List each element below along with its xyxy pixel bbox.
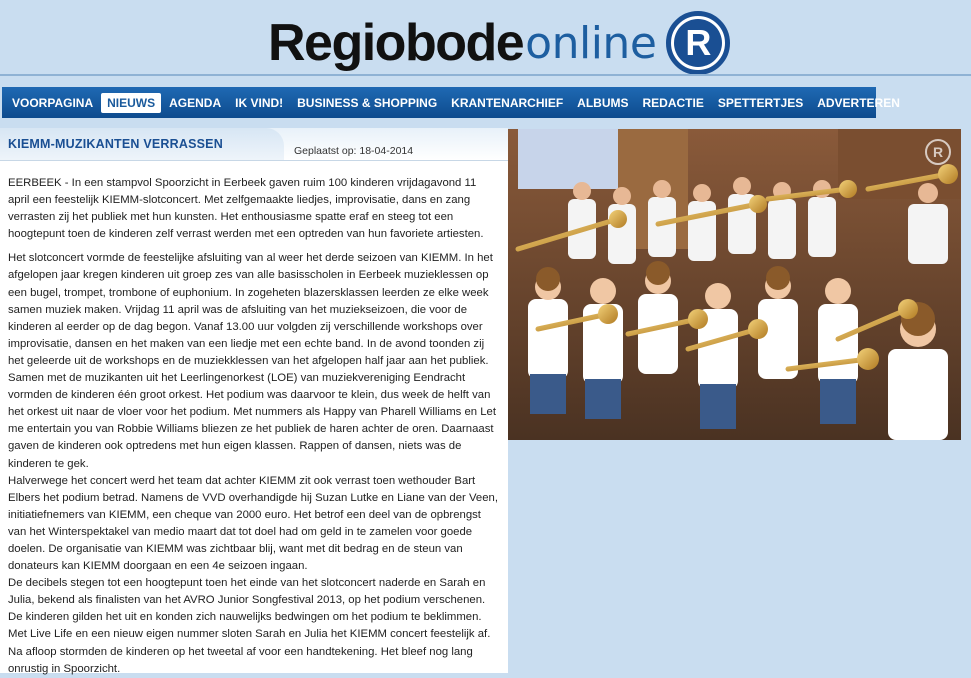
article-body [8, 175, 500, 678]
nav-item-redactie[interactable]: REDACTIE [642, 95, 704, 110]
article-paragraph: De decibels stegen tot een hoogtepunt toen het einde van het slotconcert naderde en Sarah en Julia, bekend als finalisten van het AVRO Junior Songfestival 2013, op het podium verschenen. De kinderen gilden het uit en konden zich nauwelijks bedwingen om het podium te beklimmen. Met Live Life en een nieuw eigen nummer sloten Sarah en Julia het KIEMM concert feestelijk af. Na afloop stormden de kinderen op het tweetal af voor een handtekening. Het bleef nog lang onrustig in Spoorzicht. [8, 577, 491, 675]
site-logo[interactable] [268, 8, 730, 78]
article-paragraph: Samen met de muzikanten uit het Leerlingenorkest (LOE) van muziekvereniging Eendracht vormden de kinderen één groot orkest. Het podium was daarvoor te klein, dus week de helft van het orkest uit naar de vloer voor het podium. Met nummers als Happy van Pharell Williams en Let me entertain you van Robbie Williams bliezen ze het publiek de haren achter de oren. Daarnaast gaven de kinderen ook optredens met hun eigen klassen. Rappen of dansen, niets was de kinderen te gek. [8, 372, 497, 470]
header-divider [0, 74, 971, 76]
article [0, 128, 508, 673]
article-title-bar [0, 128, 508, 161]
photo-watermark: R [932, 144, 944, 160]
main-nav [2, 87, 900, 118]
article-paragraph: EERBEEK - In een stampvol Spoorzicht in Eerbeek gaven ruim 100 kinderen vrijdagavond 11 april een feestelijk KIEMM-slotconcert. Met zelfgemaakte liedjes, improvisatie, dans en zang verrasten zij het publiek met hun kunsten. Het enthousiasme spatte eraf en steeg tot een hoogtepunt toen de kinderen zelf verrast werden met een optreden van hun favoriete artiesten. [8, 177, 484, 241]
orchestra-photo-illustration [508, 129, 961, 440]
nav-item-ik-vind[interactable]: IK VIND! [235, 95, 284, 110]
logo-text-bold: Regiobode [268, 14, 524, 72]
article-paragraph: Het slotconcert vormde de feestelijke afsluiting van al weer het derde seizoen van KIEMM. In het afgelopen jaar kregen kinderen uit groep zes van alle basisscholen in Eerbeek muzieklessen op een bugel, trompet, trombone of euphonium. In zogeheten blazersklassen leerden ze elke week samen muziek maken. Vrijdag 11 april was de afsluiting van het muziekseizoen, die voor de kinderen al eerder op de dag begon. Vanaf 13.00 uur volgden zij verschillende workshops over improvisatie, dansen en het maken van een liedje met een echte band. In de avond toonden zij het geleerde uit de workshops en de muziekklessen van het afgelopen half jaar aan het publiek. [8, 252, 493, 367]
nav-item-voorpagina[interactable]: VOORPAGINA [12, 95, 94, 110]
nav-item-spettertjes[interactable]: SPETTERTJES [717, 95, 804, 110]
logo-badge-icon [666, 11, 730, 75]
nav-item-nieuws[interactable]: NIEUWS [101, 93, 161, 113]
article-paragraph: Halverwege het concert werd het team dat achter KIEMM zit ook verrast toen wethouder Bart Elbers het podium betrad. Namens de VVD overhandigde hij Suzan Lutke en Liane van der Veen, initiatiefnemers van KIEMM, een cheque van 2000 euro. Het betrof een deel van de opbrengst van het Winterspektakel van medio maart dat tot doel had om geld in te zamelen voor goede doelen. De organisatie van KIEMM was zichtbaar blij, want met dit bedrag en de steun van donateurs kan KIEMM doorgaan en een 4e seizoen ingaan. [8, 474, 498, 573]
logo-text-online: online [525, 17, 657, 69]
site-header [0, 0, 971, 80]
nav-item-adverteren[interactable]: ADVERTEREN [817, 95, 900, 110]
nav-item-agenda[interactable]: AGENDA [169, 95, 222, 110]
article-posted-date: Geplaatst op: 18-04-2014 [294, 145, 414, 157]
logo-badge-letter: R [674, 19, 722, 67]
article-title: KIEMM-MUZIKANTEN VERRASSEN [8, 137, 223, 151]
article-photo[interactable] [508, 129, 961, 440]
nav-item-albums[interactable]: ALBUMS [577, 95, 629, 110]
nav-item-krantenarchief[interactable]: KRANTENARCHIEF [451, 95, 564, 110]
nav-item-business-shopping[interactable]: BUSINESS & SHOPPING [297, 95, 438, 110]
